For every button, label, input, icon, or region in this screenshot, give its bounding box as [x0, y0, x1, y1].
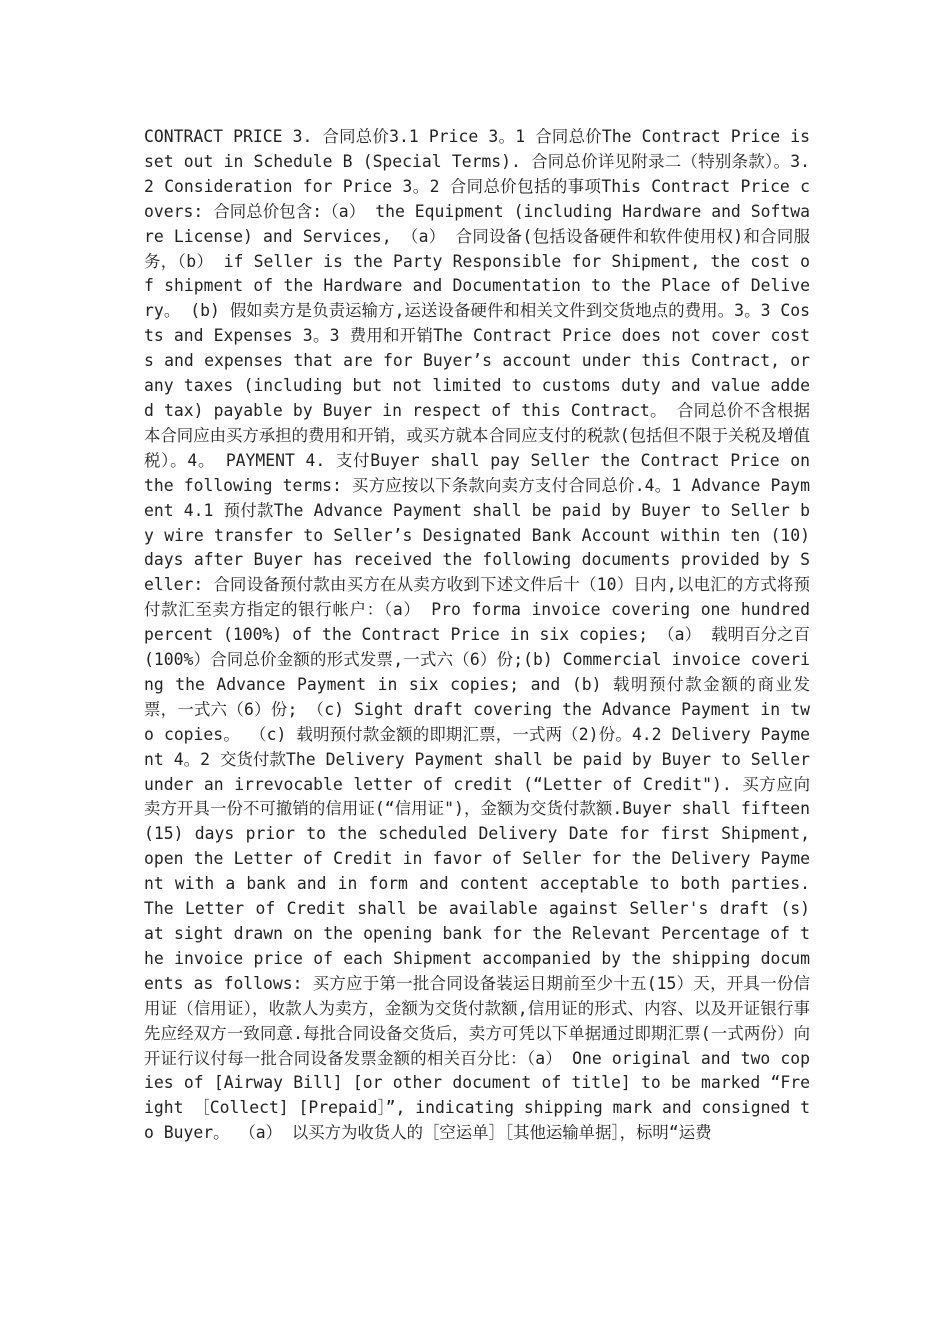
contract-body-text: CONTRACT PRICE 3. 合同总价3.1 Price 3。1 合同总价The Contract Price is set out in Schedule B (Special Terms). 合同总价详见附录二（特别条款）。3.2 Consideration for Price 3。2 合同总价包括的事项This Contract Price covers: 合同总价包含:（a） the Equipment (including Hardware and Software License) and Services, （a） 合同设备(包括设备硬件和软件使用权)和合同服务，（b） if Seller is the Party Responsible for Shipment, the cost of shipment of the Hardware and Documentation to the Place of Delivery。 (b) 假如卖方是负责运输方,运送设备硬件和相关文件到交货地点的费用。3。3 Costs and Expenses 3。3 费用和开销The Contract Price does not cover costs and expenses that are for Buyer’s account under this Contract, or any taxes (including but not limited to customs duty and value added tax) payable by Buyer in respect of this Contract。 合同总价不含根据本合同应由买方承担的费用和开销，或买方就本合同应支付的税款(包括但不限于关税及增值税）。4。 PAYMENT 4. 支付Buyer shall pay Seller the Contract Price on the following terms: 买方应按以下条款向卖方支付合同总价.4。1 Advance Payment 4.1 预付款The Advance Payment shall be paid by Buyer to Seller by wire transfer to Seller’s Designated Bank Account within ten (10) days after Buyer has received the following documents provided by Seller: 合同设备预付款由买方在从卖方收到下述文件后十（10）日内,以电汇的方式将预付款汇至卖方指定的银行帐户：（a） Pro forma invoice covering one hundred percent (100%) of the Contract Price in six copies; （a） 载明百分之百(100%）合同总价金额的形式发票,一式六（6）份;(b) Commercial invoice covering the Advance Payment in six copies; and (b) 载明预付款金额的商业发票，一式六（6）份; （c) Sight draft covering the Advance Payment in two copies。 （c) 载明预付款金额的即期汇票，一式两（2)份。4.2 Delivery Payment 4。2 交货付款The Delivery Payment shall be paid by Buyer to Seller under an irrevocable letter of credit (“Letter of Credit"). 买方应向卖方开具一份不可撤销的信用证(“信用证")，金额为交货付款额.Buyer shall fifteen (15) days prior to the scheduled Delivery Date for first Shipment, open the Letter of Credit in favor of Seller for the Delivery Payment with a bank and in form and content acceptable to both parties. The Letter of Credit shall be available against Seller's draft (s) at sight drawn on the opening bank for the Relevant Percentage of the invoice price of each Shipment accompanied by the shipping documents as follows: 买方应于第一批合同设备装运日期前至少十五(15）天，开具一份信用证（信用证），收款人为卖方，金额为交货付款额,信用证的形式、内容、以及开证银行事先应经双方一致同意.每批合同设备交货后，卖方可凭以下单据通过即期汇票(一式两份）向开证行议付每一批合同设备发票金额的相关百分比：（a） One original and two copies of [Airway Bill] [or other document of title] to be marked “Freight ［Collect] [Prepaid］”, indicating shipping mark and consigned to Buyer。 （a） 以买方为收货人的［空运单］［其他运输单据］，标明“运费 [144, 127, 811, 1143]
